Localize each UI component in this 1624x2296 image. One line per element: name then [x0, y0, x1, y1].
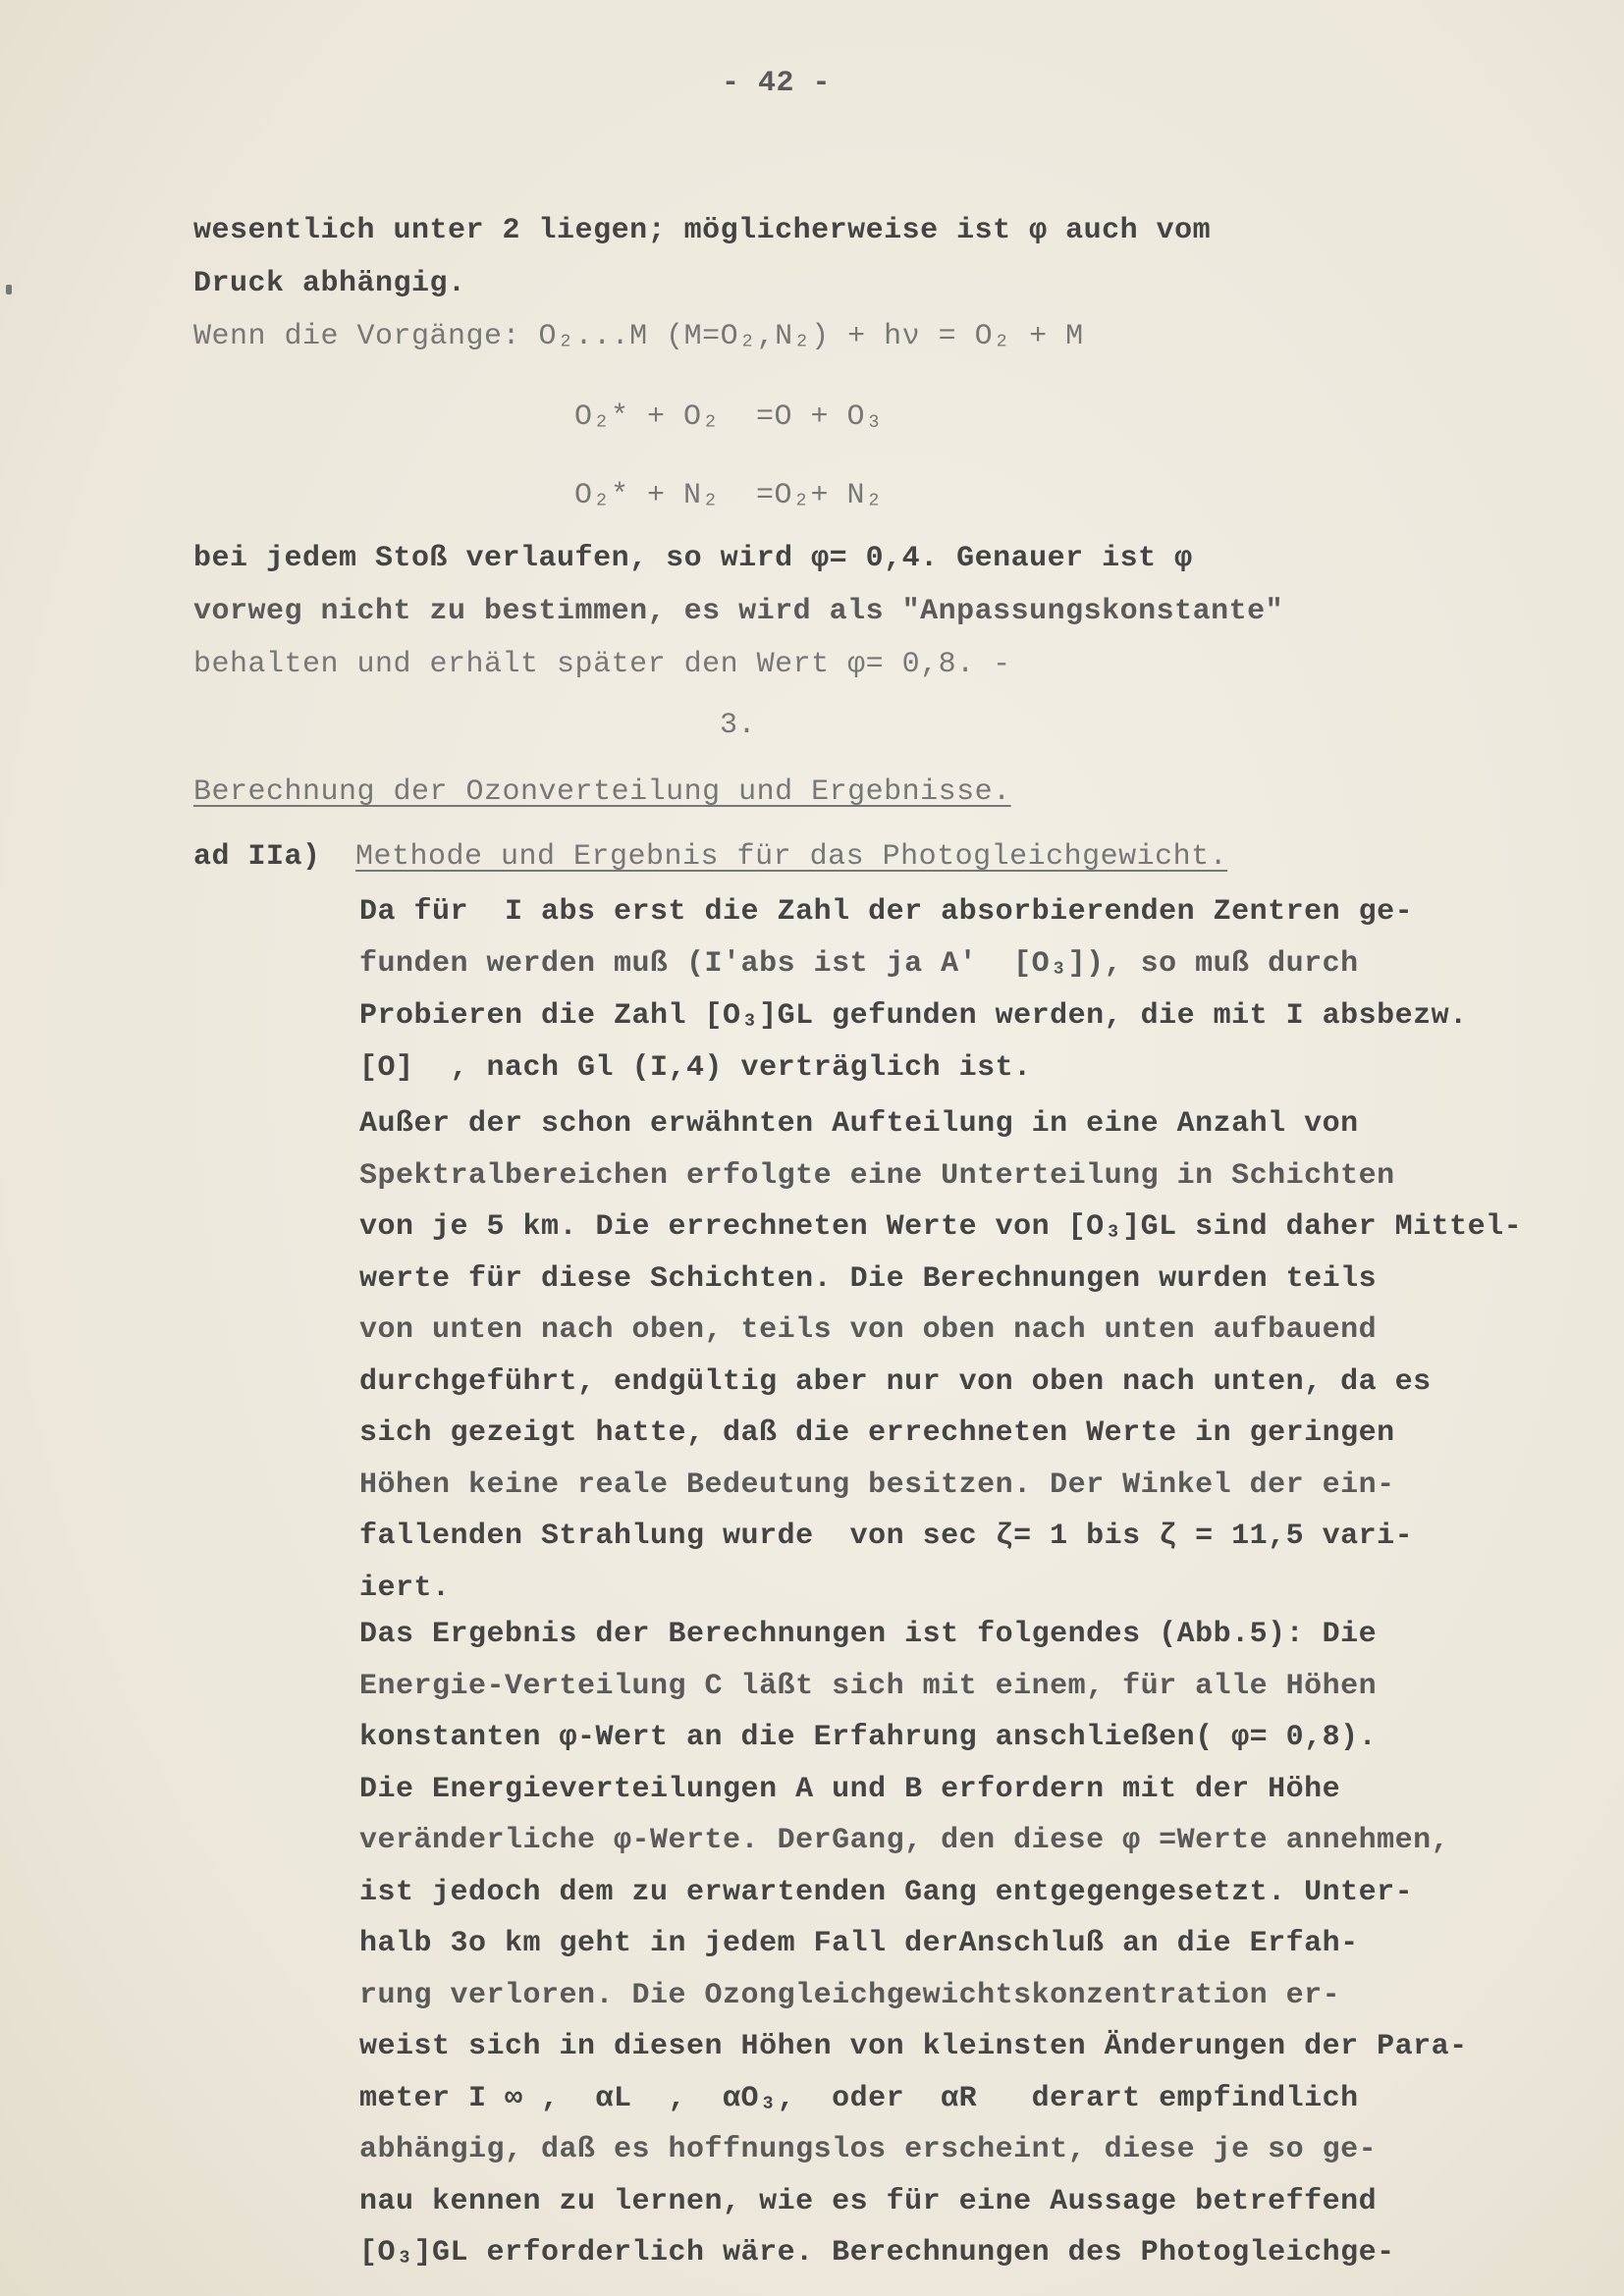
margin-speck: [6, 285, 12, 294]
paragraph-line: von unten nach oben, teils von oben nach unten aufbauend: [359, 1313, 1378, 1347]
paragraph-line: meter I ∞ , αL , αO₃, oder αR derart empfindlich: [359, 2081, 1359, 2115]
paragraph-line: [O₃]GL erforderlich wäre. Berechnungen des Photogleichge-: [359, 2236, 1395, 2269]
paragraph-line: [O] , nach Gl (I,4) verträglich ist.: [359, 1051, 1032, 1085]
section-heading: Berechnung der Ozonverteilung und Ergebnisse.: [193, 775, 1011, 809]
paragraph-line: ist jedoch dem zu erwartenden Gang entgegengesetzt. Unter-: [359, 1875, 1414, 1909]
paragraph-line: halb 3o km geht in jedem Fall derAnschluß an die Erfah-: [359, 1927, 1359, 1960]
subheading-prefix: ad IIa): [193, 840, 321, 874]
paragraph-line: weist sich in diesen Höhen von kleinsten Änderungen der Para-: [359, 2030, 1468, 2063]
paragraph-line: funden werden muß (I'abs ist ja A' [O₃]), so muß durch: [359, 947, 1359, 981]
paragraph-line: Spektralbereichen erfolgte eine Unterteilung in Schichten: [359, 1158, 1395, 1193]
paragraph-line: Außer der schon erwähnten Aufteilung in eine Anzahl von: [359, 1107, 1359, 1141]
text-line: Druck abhängig.: [193, 267, 466, 300]
paragraph-line: werte für diese Schichten. Die Berechnungen wurden teils: [359, 1261, 1378, 1296]
paragraph-line: Energie-Verteilung C läßt sich mit einem, für alle Höhen: [359, 1669, 1378, 1703]
paragraph-line: von je 5 km. Die errechneten Werte von [O₃]GL sind daher Mittel-: [359, 1210, 1523, 1244]
paragraph-line: Probieren die Zahl [O₃]GL gefunden werden, die mit I absbezw.: [359, 999, 1468, 1033]
paragraph-line: Höhen keine reale Bedeutung besitzen. Der Winkel der ein-: [359, 1468, 1395, 1502]
section-number: 3.: [720, 709, 757, 742]
text-line: wesentlich unter 2 liegen; möglicherweise ist φ auch vom: [193, 214, 1212, 247]
text-line: behalten und erhält später den Wert φ= 0,8. -: [193, 648, 1011, 681]
paragraph-line: konstanten φ-Wert an die Erfahrung anschließen( φ= 0,8).: [359, 1721, 1378, 1754]
paragraph-line: veränderliche φ-Werte. DerGang, den diese φ =Werte annehmen,: [359, 1824, 1450, 1857]
paragraph-line: nau kennen zu lernen, wie es für eine Aussage betreffend: [359, 2184, 1378, 2218]
paragraph-line: Da für I abs erst die Zahl der absorbierenden Zentren ge-: [359, 895, 1414, 929]
paragraph-line: fallenden Strahlung wurde von sec ζ= 1 bis ζ = 11,5 vari-: [359, 1520, 1414, 1553]
subheading: Methode und Ergebnis für das Photogleichgewicht.: [355, 840, 1228, 874]
paragraph-line: rung verloren. Die Ozongleichgewichtskonzentration er-: [359, 1978, 1341, 2012]
page-number: - 42 -: [722, 67, 832, 100]
equation-line: O₂* + N₂ =O₂+ N₂: [574, 479, 884, 512]
text-line: Wenn die Vorgänge: O₂...M (M=O₂,N₂) + hν = O₂ + M: [193, 320, 1084, 353]
paragraph-line: iert.: [359, 1571, 451, 1605]
paragraph-line: sich gezeigt hatte, daß die errechneten Werte in geringen: [359, 1416, 1395, 1450]
paragraph-line: durchgeführt, endgültig aber nur von oben nach unten, da es: [359, 1364, 1432, 1399]
equation-line: O₂* + O₂ =O + O₃: [574, 400, 884, 434]
text-line: bei jedem Stoß verlaufen, so wird φ= 0,4. Genauer ist φ: [193, 542, 1193, 575]
paragraph-line: Die Energieverteilungen A und B erfordern mit der Höhe: [359, 1772, 1341, 1806]
paragraph-line: Das Ergebnis der Berechnungen ist folgendes (Abb.5): Die: [359, 1618, 1378, 1651]
text-line: vorweg nicht zu bestimmen, es wird als "Anpassungskonstante": [193, 595, 1284, 628]
paragraph-line: abhängig, daß es hoffnungslos erscheint, diese je so ge-: [359, 2133, 1378, 2166]
